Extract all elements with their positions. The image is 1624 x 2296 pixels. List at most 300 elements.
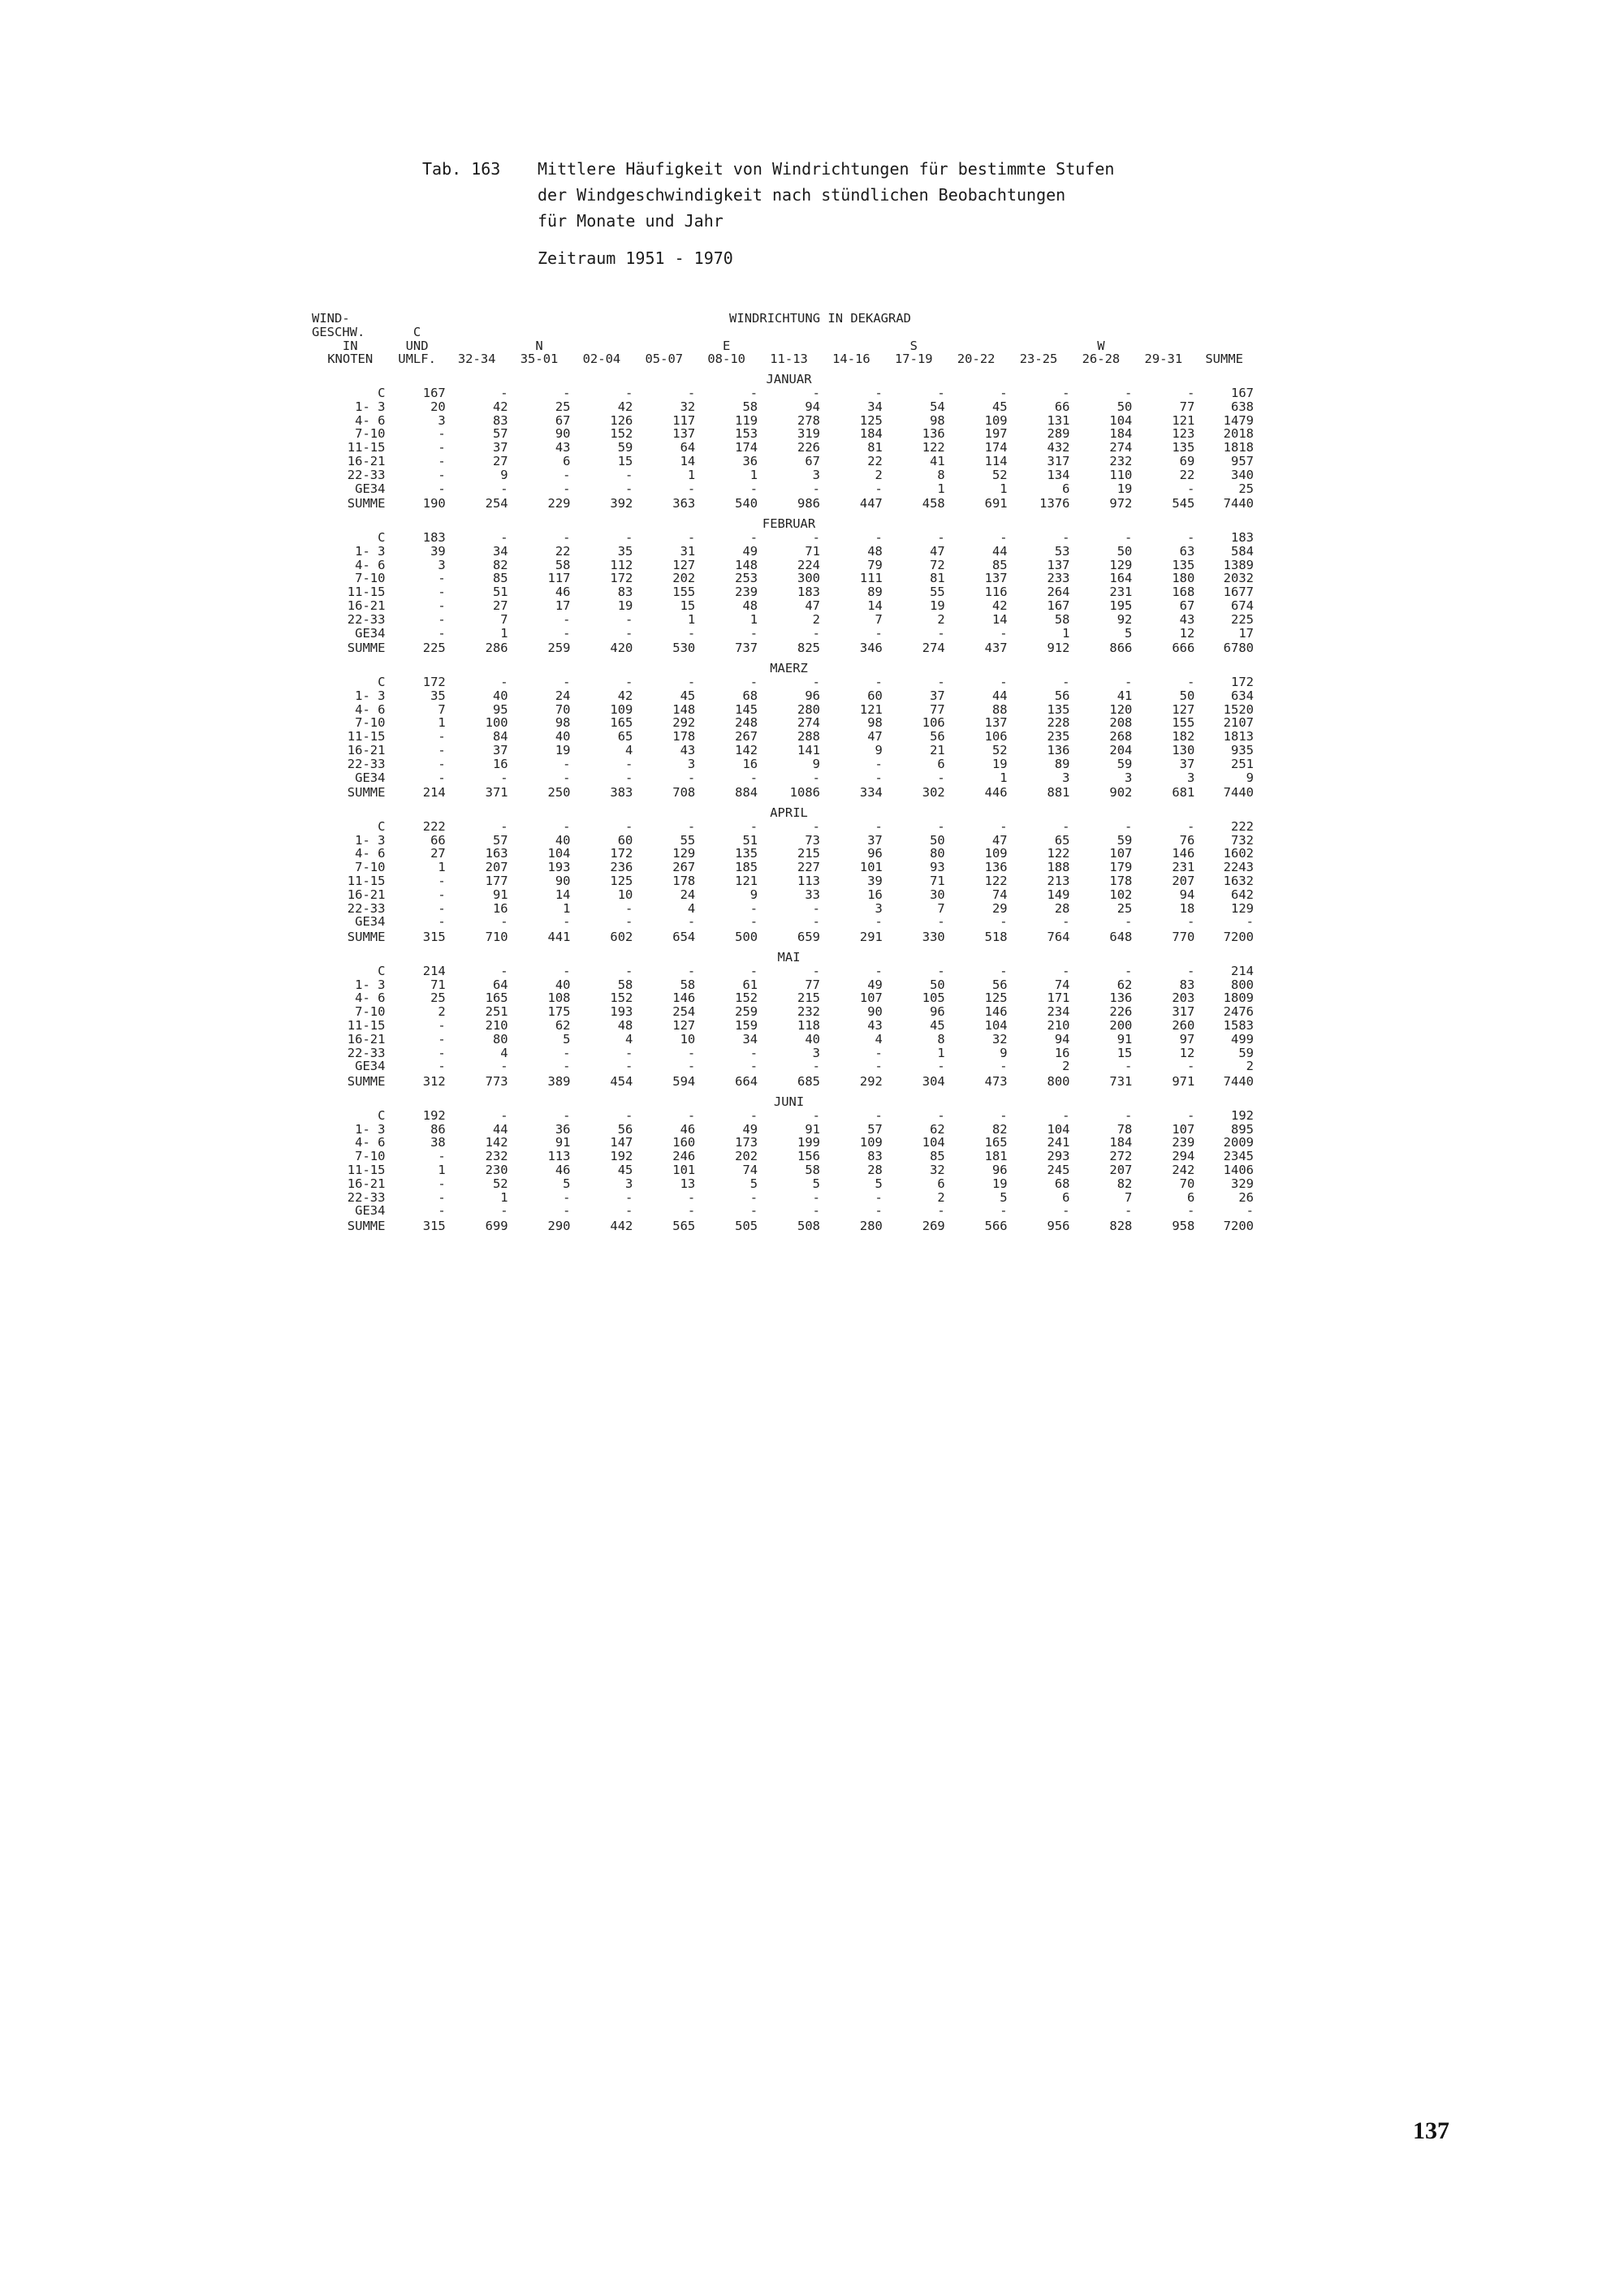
data-cell: 193 <box>547 861 571 875</box>
table-row <box>312 427 1254 441</box>
data-cell: - <box>563 819 571 834</box>
data-cell: 312 <box>422 1074 446 1090</box>
data-cell: - <box>438 468 446 482</box>
column-header: 05-07 <box>645 352 684 367</box>
data-cell: 866 <box>1109 641 1133 656</box>
data-cell: - <box>1062 915 1070 930</box>
row-label: 7-10 <box>355 861 386 875</box>
table-row <box>312 861 1254 874</box>
data-cell: 200 <box>1109 1019 1133 1033</box>
data-cell: 70 <box>555 702 571 717</box>
data-cell: 174 <box>984 441 1008 455</box>
row-label: 11-15 <box>347 585 386 599</box>
data-cell: 66 <box>430 833 446 848</box>
data-cell: 85 <box>991 558 1008 572</box>
data-cell: 77 <box>930 702 945 717</box>
data-cell: 85 <box>930 1150 945 1164</box>
data-cell: 4 <box>625 1032 633 1047</box>
data-cell: 232 <box>797 1005 820 1020</box>
data-cell: - <box>812 770 820 785</box>
data-cell: 22 <box>867 454 883 468</box>
data-cell: - <box>1187 819 1195 834</box>
data-cell: 135 <box>1172 441 1195 455</box>
data-cell: 239 <box>1172 1136 1195 1150</box>
row-label: 1- 3 <box>355 978 386 992</box>
data-cell: - <box>875 757 883 771</box>
data-cell: - <box>937 964 945 978</box>
data-cell: 62 <box>930 1122 945 1137</box>
data-cell: 1 <box>438 861 446 875</box>
data-cell: 101 <box>672 1163 696 1177</box>
data-cell: 47 <box>991 833 1008 848</box>
caption-line: Mittlere Häufigkeit von Windrichtungen für bestimmte Stufen <box>538 159 1115 179</box>
data-cell: - <box>625 468 633 482</box>
data-cell: 46 <box>555 1163 571 1177</box>
data-cell: 10 <box>680 1032 696 1047</box>
page-number: 137 <box>1413 2117 1449 2144</box>
data-cell: 107 <box>1172 1122 1195 1137</box>
data-cell: - <box>563 1204 571 1219</box>
row-label: SUMME <box>347 1219 386 1233</box>
data-cell: 52 <box>991 468 1008 482</box>
data-cell: 113 <box>797 874 820 888</box>
data-cell: - <box>1187 1060 1195 1074</box>
data-cell: - <box>687 386 696 400</box>
data-cell: - <box>625 1046 633 1060</box>
data-cell: - <box>625 1190 633 1205</box>
data-cell: - <box>1125 530 1133 545</box>
data-cell: - <box>1062 819 1070 834</box>
data-cell: 106 <box>984 730 1008 744</box>
table-row <box>312 441 1254 455</box>
row-sum-cell: 7440 <box>1223 1074 1254 1090</box>
header-calm-label: C <box>412 325 421 339</box>
data-cell: 108 <box>547 991 571 1006</box>
data-cell: 5 <box>1000 1190 1008 1205</box>
data-cell: 1 <box>749 612 758 627</box>
column-header: 20-22 <box>957 352 996 367</box>
data-cell: - <box>1000 1060 1008 1074</box>
data-cell: 241 <box>1047 1136 1070 1150</box>
data-cell: 500 <box>735 930 758 945</box>
data-cell: - <box>563 964 571 978</box>
data-cell: 188 <box>1047 861 1070 875</box>
data-cell: - <box>687 915 696 930</box>
data-cell: 164 <box>1109 572 1133 586</box>
row-label: 16-21 <box>347 743 386 757</box>
data-cell: - <box>1000 915 1008 930</box>
data-cell: 648 <box>1109 930 1133 945</box>
data-cell: 222 <box>422 819 446 834</box>
data-cell: 40 <box>555 833 571 848</box>
data-cell: 122 <box>922 441 945 455</box>
row-label: 4- 6 <box>355 847 386 861</box>
data-cell: - <box>687 626 696 641</box>
row-sum-cell: 674 <box>1231 598 1254 613</box>
data-cell: 294 <box>1172 1150 1195 1164</box>
data-cell: 226 <box>1109 1005 1133 1020</box>
table-row <box>312 400 1254 414</box>
data-cell: 291 <box>859 930 883 945</box>
row-label: 16-21 <box>347 887 386 902</box>
data-cell: - <box>875 626 883 641</box>
data-cell: 250 <box>547 785 571 801</box>
data-cell: 43 <box>680 743 696 757</box>
data-cell: - <box>812 1060 820 1074</box>
row-sum-cell: 1389 <box>1223 558 1254 572</box>
data-cell: - <box>438 612 446 627</box>
data-cell: 22 <box>1179 468 1195 482</box>
data-cell: 20 <box>430 399 446 414</box>
data-cell: 146 <box>984 1005 1008 1020</box>
data-cell: 137 <box>984 716 1008 731</box>
row-sum-cell: 1818 <box>1223 441 1254 455</box>
data-cell: 179 <box>1109 861 1133 875</box>
data-cell: 5 <box>875 1176 883 1191</box>
row-label: 22-33 <box>347 612 386 627</box>
data-cell: 210 <box>485 1019 508 1033</box>
spacer-row <box>312 511 1254 517</box>
data-cell: 127 <box>672 1019 696 1033</box>
data-cell: - <box>812 819 820 834</box>
data-cell: 1 <box>1062 626 1070 641</box>
data-cell: 302 <box>922 785 945 801</box>
data-cell: 664 <box>735 1074 758 1090</box>
data-cell: 290 <box>547 1219 571 1233</box>
data-cell: 2 <box>937 612 945 627</box>
data-cell: 58 <box>805 1163 820 1177</box>
data-cell: 47 <box>867 730 883 744</box>
data-cell: - <box>438 481 446 496</box>
row-label: C <box>378 819 386 834</box>
data-cell: 232 <box>485 1150 508 1164</box>
data-cell: - <box>563 770 571 785</box>
data-cell: 4 <box>875 1032 883 1047</box>
data-cell: - <box>563 530 571 545</box>
data-cell: 109 <box>610 702 633 717</box>
data-cell: - <box>875 964 883 978</box>
data-cell: 173 <box>735 1136 758 1150</box>
data-cell: - <box>937 626 945 641</box>
row-sum-cell: 183 <box>1231 530 1254 545</box>
data-cell: - <box>438 743 446 757</box>
data-cell: - <box>500 675 508 689</box>
row-label: 16-21 <box>347 598 386 613</box>
data-cell: 40 <box>492 688 508 703</box>
spacer-row <box>312 1089 1254 1095</box>
header-row <box>312 312 1254 326</box>
data-cell: 233 <box>1047 572 1070 586</box>
data-cell: 110 <box>1109 468 1133 482</box>
data-cell: 828 <box>1109 1219 1133 1233</box>
data-cell: - <box>625 757 633 771</box>
data-cell: 34 <box>867 399 883 414</box>
data-cell: - <box>1125 1204 1133 1219</box>
data-cell: 881 <box>1047 785 1070 801</box>
data-cell: - <box>438 1060 446 1074</box>
row-label: 4- 6 <box>355 991 386 1006</box>
data-cell: 49 <box>867 978 883 992</box>
data-cell: 246 <box>672 1150 696 1164</box>
spacer-row <box>312 366 1254 373</box>
data-cell: - <box>500 1108 508 1123</box>
data-cell: 125 <box>859 413 883 428</box>
data-cell: 289 <box>1047 427 1070 442</box>
data-cell: 77 <box>805 978 820 992</box>
data-cell: - <box>687 1108 696 1123</box>
data-cell: 42 <box>991 598 1008 613</box>
row-sum-cell: 935 <box>1231 743 1254 757</box>
row-label: GE34 <box>355 770 386 785</box>
data-cell: 16 <box>867 887 883 902</box>
data-cell: 800 <box>1047 1074 1070 1090</box>
data-cell: 6 <box>937 757 945 771</box>
data-cell: 5 <box>563 1032 571 1047</box>
data-cell: - <box>749 819 758 834</box>
data-cell: 259 <box>735 1005 758 1020</box>
data-cell: 1 <box>937 1046 945 1060</box>
data-cell: 136 <box>1047 743 1070 757</box>
data-cell: 100 <box>485 716 508 731</box>
row-label: 11-15 <box>347 730 386 744</box>
data-cell: - <box>438 572 446 586</box>
data-cell: 6 <box>1062 1190 1070 1205</box>
data-cell: 710 <box>485 930 508 945</box>
data-cell: 165 <box>485 991 508 1006</box>
column-header: 26-28 <box>1082 352 1121 367</box>
data-cell: - <box>875 386 883 400</box>
header-row <box>312 352 1254 366</box>
column-header: 29-31 <box>1144 352 1183 367</box>
data-cell: - <box>875 1046 883 1060</box>
data-cell: - <box>438 1032 446 1047</box>
data-cell: 1 <box>563 901 571 916</box>
data-cell: 346 <box>859 641 883 656</box>
data-cell: 137 <box>984 572 1008 586</box>
caption-period: Zeitraum 1951 - 1970 <box>538 248 733 268</box>
data-cell: - <box>875 1190 883 1205</box>
data-cell: 181 <box>984 1150 1008 1164</box>
table-row <box>312 455 1254 468</box>
table-row <box>312 847 1254 861</box>
data-cell: 101 <box>859 861 883 875</box>
data-cell: - <box>438 441 446 455</box>
data-cell: 19 <box>617 598 633 613</box>
data-cell: 129 <box>1109 558 1133 572</box>
row-sum-cell: 2107 <box>1223 716 1254 731</box>
data-cell: 83 <box>617 585 633 599</box>
data-cell: 441 <box>547 930 571 945</box>
table-row <box>312 1033 1254 1047</box>
row-label: 16-21 <box>347 1176 386 1191</box>
data-cell: 213 <box>1047 874 1070 888</box>
data-cell: 315 <box>422 930 446 945</box>
data-cell: 123 <box>1172 427 1195 442</box>
data-cell: 106 <box>922 716 945 731</box>
data-cell: - <box>438 770 446 785</box>
row-sum-cell: 499 <box>1231 1032 1254 1047</box>
data-cell: 56 <box>1054 688 1070 703</box>
data-cell: - <box>749 530 758 545</box>
table-row <box>312 929 1254 944</box>
data-cell: 172 <box>422 675 446 689</box>
data-cell: - <box>1187 481 1195 496</box>
data-cell: 153 <box>735 427 758 442</box>
data-cell: 330 <box>922 930 945 945</box>
data-cell: 235 <box>1047 730 1070 744</box>
month-heading-row <box>312 1095 1254 1109</box>
data-cell: 142 <box>485 1136 508 1150</box>
row-sum-cell: 1809 <box>1223 991 1254 1006</box>
data-cell: 94 <box>1054 1032 1070 1047</box>
data-cell: 178 <box>672 730 696 744</box>
compass-north: N <box>535 339 543 353</box>
data-cell: 120 <box>1109 702 1133 717</box>
data-cell: 9 <box>500 468 508 482</box>
data-cell: 215 <box>797 991 820 1006</box>
table-row <box>312 1123 1254 1137</box>
data-cell: - <box>1062 675 1070 689</box>
data-cell: 16 <box>492 901 508 916</box>
month-title: MAI <box>777 951 801 965</box>
row-label: 16-21 <box>347 454 386 468</box>
data-cell: 122 <box>984 874 1008 888</box>
data-cell: - <box>625 675 633 689</box>
column-header: 17-19 <box>894 352 933 367</box>
data-cell: 57 <box>492 833 508 848</box>
data-cell: 691 <box>984 496 1008 511</box>
header-direction-title: WINDRICHTUNG IN DEKAGRAD <box>729 312 912 326</box>
data-cell: 72 <box>930 558 945 572</box>
data-cell: 163 <box>485 847 508 861</box>
data-cell: 155 <box>672 585 696 599</box>
data-cell: 61 <box>742 978 758 992</box>
data-cell: 199 <box>797 1136 820 1150</box>
data-cell: 165 <box>984 1136 1008 1150</box>
row-label: SUMME <box>347 1074 386 1090</box>
data-cell: - <box>1125 915 1133 930</box>
data-cell: - <box>625 901 633 916</box>
table-row <box>312 545 1254 559</box>
month-heading-row <box>312 951 1254 965</box>
data-cell: 62 <box>1116 978 1133 992</box>
data-cell: 130 <box>1172 743 1195 757</box>
data-cell: 32 <box>930 1163 945 1177</box>
data-cell: - <box>937 675 945 689</box>
data-cell: 300 <box>797 572 820 586</box>
row-label: 4- 6 <box>355 1136 386 1150</box>
data-cell: 59 <box>617 441 633 455</box>
data-cell: 231 <box>1109 585 1133 599</box>
data-cell: 30 <box>930 887 945 902</box>
data-cell: 545 <box>1172 496 1195 511</box>
data-cell: - <box>1125 964 1133 978</box>
data-cell: 37 <box>492 743 508 757</box>
data-cell: 3 <box>1062 770 1070 785</box>
data-cell: 74 <box>991 887 1008 902</box>
data-cell: - <box>875 915 883 930</box>
data-cell: - <box>438 1019 446 1033</box>
data-cell: - <box>875 675 883 689</box>
data-cell: 7 <box>438 702 446 717</box>
data-cell: - <box>749 901 758 916</box>
data-cell: 15 <box>617 454 633 468</box>
row-sum-cell: 214 <box>1231 964 1254 978</box>
data-cell: - <box>625 915 633 930</box>
data-cell: 254 <box>485 496 508 511</box>
data-cell: 82 <box>991 1122 1008 1137</box>
row-label: GE34 <box>355 1204 386 1219</box>
data-cell: - <box>937 1204 945 1219</box>
data-cell: 94 <box>805 399 820 414</box>
data-cell: 44 <box>991 688 1008 703</box>
data-cell: 14 <box>867 598 883 613</box>
data-cell: 49 <box>742 544 758 559</box>
data-cell: 127 <box>672 558 696 572</box>
data-cell: 126 <box>610 413 633 428</box>
data-cell: 14 <box>680 454 696 468</box>
data-cell: - <box>438 874 446 888</box>
row-label: GE34 <box>355 481 386 496</box>
data-cell: 37 <box>867 833 883 848</box>
data-cell: 437 <box>984 641 1008 656</box>
data-cell: 91 <box>805 1122 820 1137</box>
data-cell: 1 <box>500 1190 508 1205</box>
row-sum-cell: 7440 <box>1223 496 1254 511</box>
data-cell: 254 <box>672 1005 696 1020</box>
data-cell: - <box>875 770 883 785</box>
data-cell: 71 <box>930 874 945 888</box>
data-cell: 113 <box>547 1150 571 1164</box>
data-cell: - <box>625 1108 633 1123</box>
data-cell: 43 <box>867 1019 883 1033</box>
data-cell: 2 <box>937 1190 945 1205</box>
data-cell: 104 <box>1109 413 1133 428</box>
table-row <box>312 627 1254 641</box>
table-row <box>312 1047 1254 1060</box>
data-cell: - <box>812 626 820 641</box>
data-cell: 685 <box>797 1074 820 1090</box>
row-sum-cell: 1406 <box>1223 1163 1254 1177</box>
table-row <box>312 703 1254 717</box>
data-cell: - <box>687 770 696 785</box>
data-cell: 112 <box>610 558 633 572</box>
data-cell: - <box>937 1108 945 1123</box>
data-cell: 27 <box>492 454 508 468</box>
column-header: 23-25 <box>1019 352 1058 367</box>
data-cell: 91 <box>555 1136 571 1150</box>
data-cell: - <box>1125 386 1133 400</box>
data-cell: 1 <box>749 468 758 482</box>
data-cell: 225 <box>422 641 446 656</box>
data-cell: 13 <box>680 1176 696 1191</box>
data-cell: - <box>625 612 633 627</box>
data-cell: 51 <box>742 833 758 848</box>
data-cell: 73 <box>805 833 820 848</box>
data-cell: 884 <box>735 785 758 801</box>
table-row <box>312 482 1254 496</box>
data-cell: 666 <box>1172 641 1195 656</box>
data-cell: 85 <box>492 572 508 586</box>
data-cell: - <box>438 887 446 902</box>
table-row <box>312 613 1254 627</box>
data-cell: 272 <box>1109 1150 1133 1164</box>
data-cell: 58 <box>1054 612 1070 627</box>
data-cell: 57 <box>867 1122 883 1137</box>
data-cell: 6 <box>563 454 571 468</box>
data-cell: - <box>563 1046 571 1060</box>
data-cell: - <box>749 386 758 400</box>
